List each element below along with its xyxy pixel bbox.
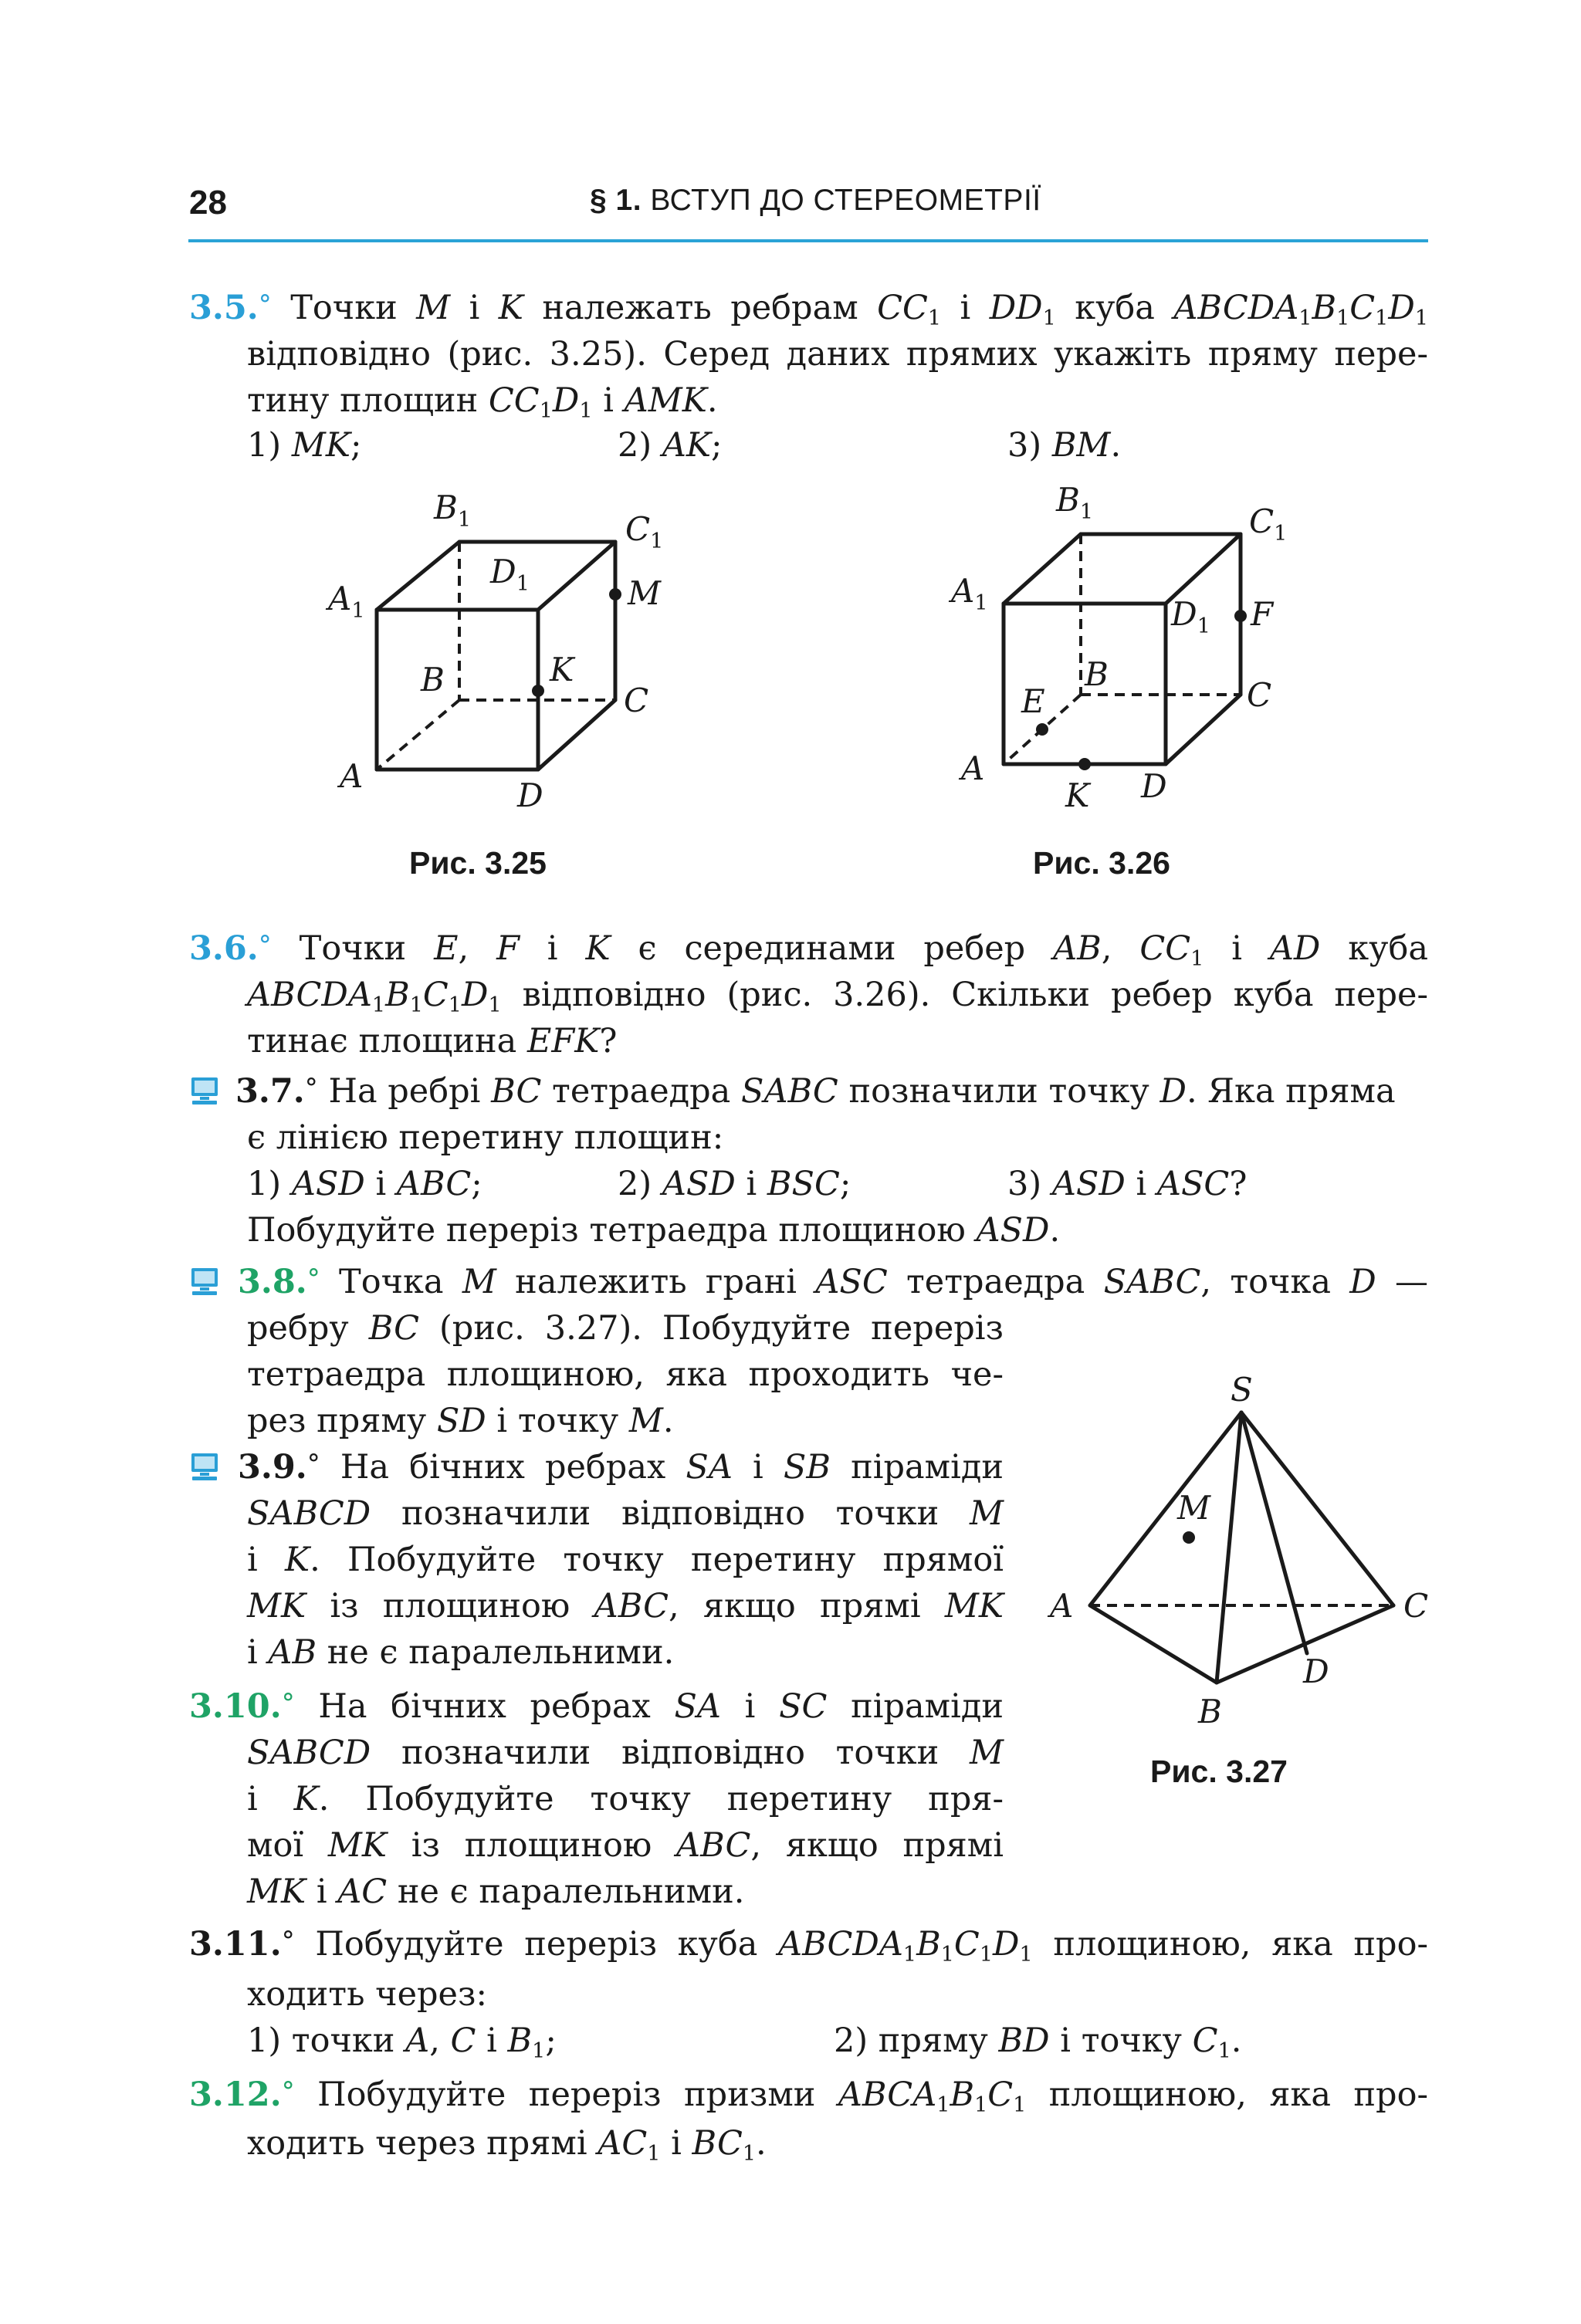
label-C1: $C_1$	[1249, 502, 1288, 546]
problem-3-8-line-3: тетраедра площиною, яка проходить че-	[247, 1355, 1004, 1394]
problem-3-10-line-3: і K. Побудуйте точку перетину пря-	[247, 1780, 1004, 1818]
label-B1: $B_1$	[1056, 481, 1094, 524]
computer-icon	[189, 1075, 220, 1106]
label-A: A	[1050, 1587, 1074, 1625]
problem-number: 3.6.	[189, 929, 259, 968]
section-mark: § 1.	[590, 184, 642, 217]
problem-3-10-line-4: мої MK із площиною ABC, якщо прямі	[247, 1826, 1004, 1865]
option-3: 3) BM.	[1007, 426, 1122, 465]
problem-3-9-line-3: і K. Побудуйте точку перетину прямої	[247, 1541, 1004, 1579]
problem-3-6-line-2: $ABCDA_1B_1C_1D_1$ відповідно (рис. 3.26). Скільки ребер куба пере-	[247, 976, 1428, 1017]
computer-icon	[189, 1451, 220, 1482]
problem-number: 3.10.	[189, 1687, 282, 1726]
problem-3-8-line-4: рез пряму SD і точку M.	[247, 1402, 674, 1440]
problem-number: 3.5.	[189, 289, 259, 327]
label-M: M	[628, 574, 662, 612]
label-C: C	[1403, 1587, 1429, 1625]
label-B: B	[1085, 655, 1109, 693]
option-1: 1) MK;	[247, 426, 362, 465]
label-B: B	[421, 661, 445, 699]
label-A: A	[340, 757, 364, 795]
problem-3-12-line-1: 3.12.° Побудуйте переріз призми $ABCA_1B_1C_1$ площиною, яка про-	[189, 2075, 1428, 2117]
problem-3-5-line-2: відповідно (рис. 3.25). Серед даних прямих укажіть пряму пере-	[247, 335, 1428, 374]
problem-3-7-line-4: Побудуйте переріз тетраедра площиною ASD.	[247, 1211, 1061, 1250]
option-2: 2) пряму BD і точку $C_1$.	[834, 2021, 1242, 2063]
problem-number: 3.9.	[238, 1448, 307, 1487]
problem-3-10-line-2: SABCD позначили відповідно точки M	[247, 1734, 1004, 1772]
label-D: D	[1141, 767, 1167, 805]
label-E: E	[1021, 682, 1045, 720]
problem-number: 3.12.	[189, 2075, 282, 2114]
header-rule	[188, 239, 1428, 242]
label-C1: $C_1$	[625, 510, 664, 553]
problem-3-7-line-1: 3.7.° На ребрі BC тетраедра SABC позначили точку D. Яка пряма	[235, 1072, 1396, 1111]
label-C: C	[1247, 676, 1272, 714]
problem-number: 3.7.	[235, 1072, 305, 1111]
option-3: 3) ASD і ASC?	[1007, 1165, 1248, 1203]
problem-3-9-line-2: SABCD позначили відповідно точки M	[247, 1494, 1004, 1533]
label-D1: $D_1$	[490, 553, 530, 596]
figure-3-27-caption: Рис. 3.27	[1150, 1754, 1288, 1789]
problem-3-12-line-2: ходить через прямі $AC_1$ і $BC_1$.	[247, 2124, 767, 2166]
figure-3-25-caption: Рис. 3.25	[409, 845, 547, 881]
problem-3-10-line-1: 3.10.° На бічних ребрах SA і SC піраміди	[189, 1687, 1004, 1726]
option-2: 2) AK;	[618, 426, 723, 465]
label-D: D	[1303, 1653, 1329, 1690]
option-2: 2) ASD і BSC;	[618, 1165, 851, 1203]
label-K: K	[1065, 776, 1090, 814]
figure-3-25	[309, 479, 726, 834]
section-header	[590, 184, 1041, 218]
option-1: 1) ASD і ABC;	[247, 1165, 482, 1203]
problem-3-10-line-5: MK і AC не є паралельними.	[247, 1872, 745, 1911]
problem-3-11-line-2: ходить через:	[247, 1975, 487, 2014]
problem-3-9-line-4: MK із площиною ABC, якщо прямі MK	[247, 1587, 1004, 1625]
figure-3-26-caption: Рис. 3.26	[1033, 845, 1170, 881]
label-D1: $D_1$	[1171, 595, 1210, 638]
computer-icon	[189, 1266, 220, 1297]
label-B: B	[1198, 1693, 1222, 1730]
label-B1: $B_1$	[434, 489, 472, 532]
problem-3-7-line-2: є лінією перетину площин:	[247, 1118, 724, 1157]
label-M: M	[1177, 1489, 1211, 1527]
problem-3-9-line-1: 3.9.° На бічних ребрах SA і SB піраміди	[238, 1448, 1004, 1487]
figure-3-26	[942, 479, 1359, 834]
problem-number: 3.8.	[238, 1263, 307, 1301]
option-1: 1) точки A, C і $B_1$;	[247, 2021, 557, 2063]
figure-3-27	[1034, 1366, 1451, 1737]
label-S: S	[1231, 1371, 1253, 1409]
label-D: D	[517, 776, 543, 814]
problem-3-9-line-5: і AB не є паралельними.	[247, 1633, 675, 1672]
problem-3-5-line-1: 3.5.° Точки M і K належать ребрам $CC_1$ і $DD_1$ куба $ABCDA_1B_1C_1D_1$	[189, 289, 1429, 330]
label-A1: $A_1$	[328, 580, 365, 623]
label-C: C	[624, 682, 649, 719]
problem-3-6-line-1: 3.6.° Точки E, F і K є серединами ребер AB, $CC_1$ і AD куба	[189, 929, 1428, 971]
problem-3-6-line-3: тинає площина EFK?	[247, 1022, 618, 1061]
label-F: F	[1251, 595, 1274, 633]
problem-3-8-line-1: 3.8.° Точка M належить грані ASC тетраедра SABC, точка D —	[238, 1263, 1429, 1301]
label-A: A	[961, 749, 985, 787]
label-K: K	[550, 651, 574, 688]
label-A1: $A_1$	[951, 572, 988, 615]
problem-3-8-line-2: ребру BC (рис. 3.27). Побудуйте переріз	[247, 1309, 1004, 1348]
page-number: 28	[189, 184, 227, 222]
problem-number: 3.11.	[189, 1925, 282, 1964]
problem-3-5-line-3: тину площин $CC_1D_1$ і AMK.	[247, 381, 718, 423]
problem-3-11-line-1: 3.11.° Побудуйте переріз куба $ABCDA_1B_1C_1D_1$ площиною, яка про-	[189, 1925, 1428, 1967]
section-title: ВСТУП ДО СТЕРЕОМЕТРІЇ	[650, 184, 1041, 217]
